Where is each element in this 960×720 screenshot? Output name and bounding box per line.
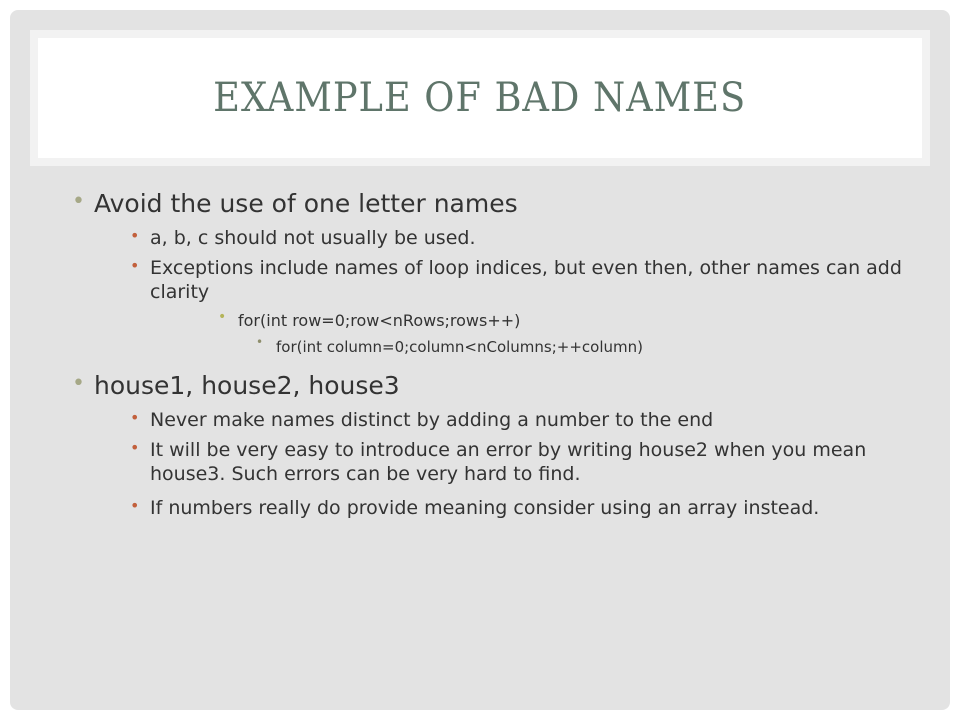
code-text: for(int row=0;row<nRows;rows++): [238, 311, 521, 330]
sub-list: [94, 226, 920, 358]
bullet-dot-icon: •: [130, 256, 140, 275]
sub-bullet-text: a, b, c should not usually be used.: [150, 227, 476, 249]
sub-list: [94, 408, 920, 520]
bullet-dot-icon: •: [72, 189, 85, 214]
bullet-section-one-letter: [70, 188, 920, 358]
sub-bullet-text: Exceptions include names of loop indices, but even then, other names can add clarity: [150, 257, 902, 303]
bullet-section-numbered-names: [70, 370, 920, 520]
bullet-dot-icon: •: [130, 438, 140, 457]
slide: [10, 10, 950, 710]
bullet-dot-icon: •: [130, 226, 140, 245]
section-heading: house1, house2, house3: [94, 371, 400, 400]
code-text: for(int column=0;column<nColumns;++column): [276, 338, 643, 356]
bullet-dot-icon: •: [218, 309, 227, 325]
sub-bullet: [94, 226, 920, 250]
slide-body: [70, 188, 920, 524]
slide-title: EXAMPLE OF BAD NAMES: [213, 75, 747, 121]
bullet-list: [70, 188, 920, 520]
bullet-dot-icon: •: [130, 408, 140, 427]
sub-bullet-text: It will be very easy to introduce an error by writing house2 when you mean house3. Such errors can be very hard to find.: [150, 439, 867, 485]
bullet-dot-icon: •: [256, 335, 264, 349]
title-band: [30, 30, 930, 166]
sub-bullet: [94, 256, 920, 358]
sub-bullet: [94, 438, 920, 486]
sub-bullet-text: Never make names distinct by adding a number to the end: [150, 409, 714, 431]
sub-bullet-text: If numbers really do provide meaning consider using an array instead.: [150, 497, 820, 519]
section-heading: Avoid the use of one letter names: [94, 189, 518, 218]
sub-bullet: [94, 408, 920, 432]
code-sub-list: [238, 336, 920, 358]
sub-bullet: [94, 496, 920, 520]
bullet-dot-icon: •: [130, 496, 140, 515]
code-line-outer: [150, 310, 920, 358]
bullet-dot-icon: •: [72, 371, 85, 396]
code-list: [150, 310, 920, 358]
code-line-inner: [150, 336, 920, 358]
